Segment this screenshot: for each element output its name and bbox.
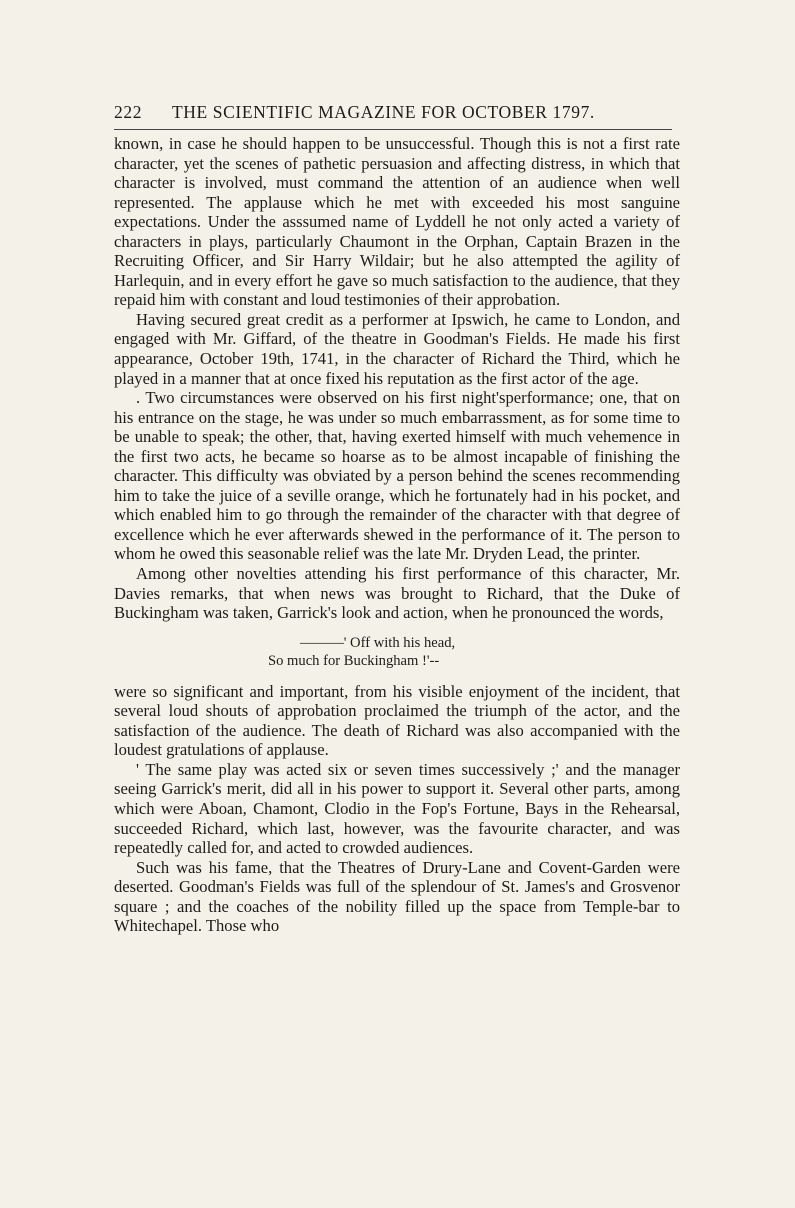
paragraph-fame: Such was his fame, that the Theatres of Drury-Lane and Covent-Garden were deserted. Goodman's Fields was full of the splendour of St. James's and Grosvenor square ; and the coaches of the nobility filled up the space from Temple-bar to Whitechapel. Those who	[114, 857, 680, 936]
verse-line: So much for Buckingham !'--	[268, 652, 440, 669]
running-head	[114, 100, 680, 124]
header-rule	[114, 129, 672, 130]
paragraph-continued: known, in case he should happen to be unsuccessful. Though this is not a first rate character, yet the scenes of pathetic persuasion and affecting distress, in which that character is involved, must command the attention of an audience when well represented. The applause which he met with exceeded his most sanguine expectations. Under the asssumed name of Lyddell he not only acted a variety of characters in plays, particularly Chaumont in the Orphan, Captain Brazen in the Recruiting Officer, and Sir Harry Wildair; but he also attempted the agility of Harlequin, and in every effort he gave so much satisfaction to the audience, that they repaid him with constant and loud testimonies of their approbation.	[114, 134, 680, 310]
paragraph-ipswich-london: Having secured great credit as a performer at Ipswich, he came to London, and engaged with Mr. Giffard, of the theatre in Goodman's Fields. He made his first appearance, October 19th, 1741, in the character of Richard the Third, which he played in a manner that at once fixed his reputation as the first actor of the age.	[114, 309, 680, 388]
verse-line: ———' Off with his head,	[300, 634, 456, 651]
article-body	[114, 134, 680, 936]
paragraph-same-play: ' The same play was acted six or seven times successively ;' and the manager seeing Garrick's merit, did all in his power to support it. Several other parts, among which were Aboan, Chamont, Clodio in the Fop's Fortune, Bays in the Rehearsal, succeeded Richard, which last, however, was the favourite character, and was repeatedly called for, and acted to crowded audiences.	[114, 759, 680, 858]
paragraph-first-night: . Two circumstances were observed on his first night'sperformance; one, that on his entrance on the stage, he was under so much embarrassment, as for some time to be unable to speak; the other, that, having exerted himself with much vehemence in the first two acts, he became so hoarse as to be almost incapable of finishing the character. This difficulty was obviated by a person behind the scenes recommending him to take the juice of a seville orange, which he fortunately had in his pocket, and which enabled him to go through the remainder of the character with that degree of excellence which he ever afterwards shewed in the performance of it. The person to whom he owed this seasonable relief was the late Mr. Dryden Lead, the printer.	[114, 388, 680, 564]
page-number: 222	[114, 102, 143, 122]
paragraph-applause: were so significant and important, from his visible enjoyment of the incident, that several loud shouts of approbation proclaimed the triumph of the actor, and the satisfaction of the audience. The death of Richard was also accompanied with the loudest gratulations of applause.	[114, 681, 680, 760]
verse-quotation	[114, 634, 680, 670]
magazine-page	[114, 100, 680, 936]
paragraph-novelties: Among other novelties attending his first performance of this character, Mr. Davies remarks, that when news was brought to Richard, that the Duke of Buckingham was taken, Garrick's look and action, when he pronounced the words,	[114, 564, 680, 623]
running-head-title: THE SCIENTIFIC MAGAZINE FOR OCTOBER 1797.	[172, 102, 595, 122]
